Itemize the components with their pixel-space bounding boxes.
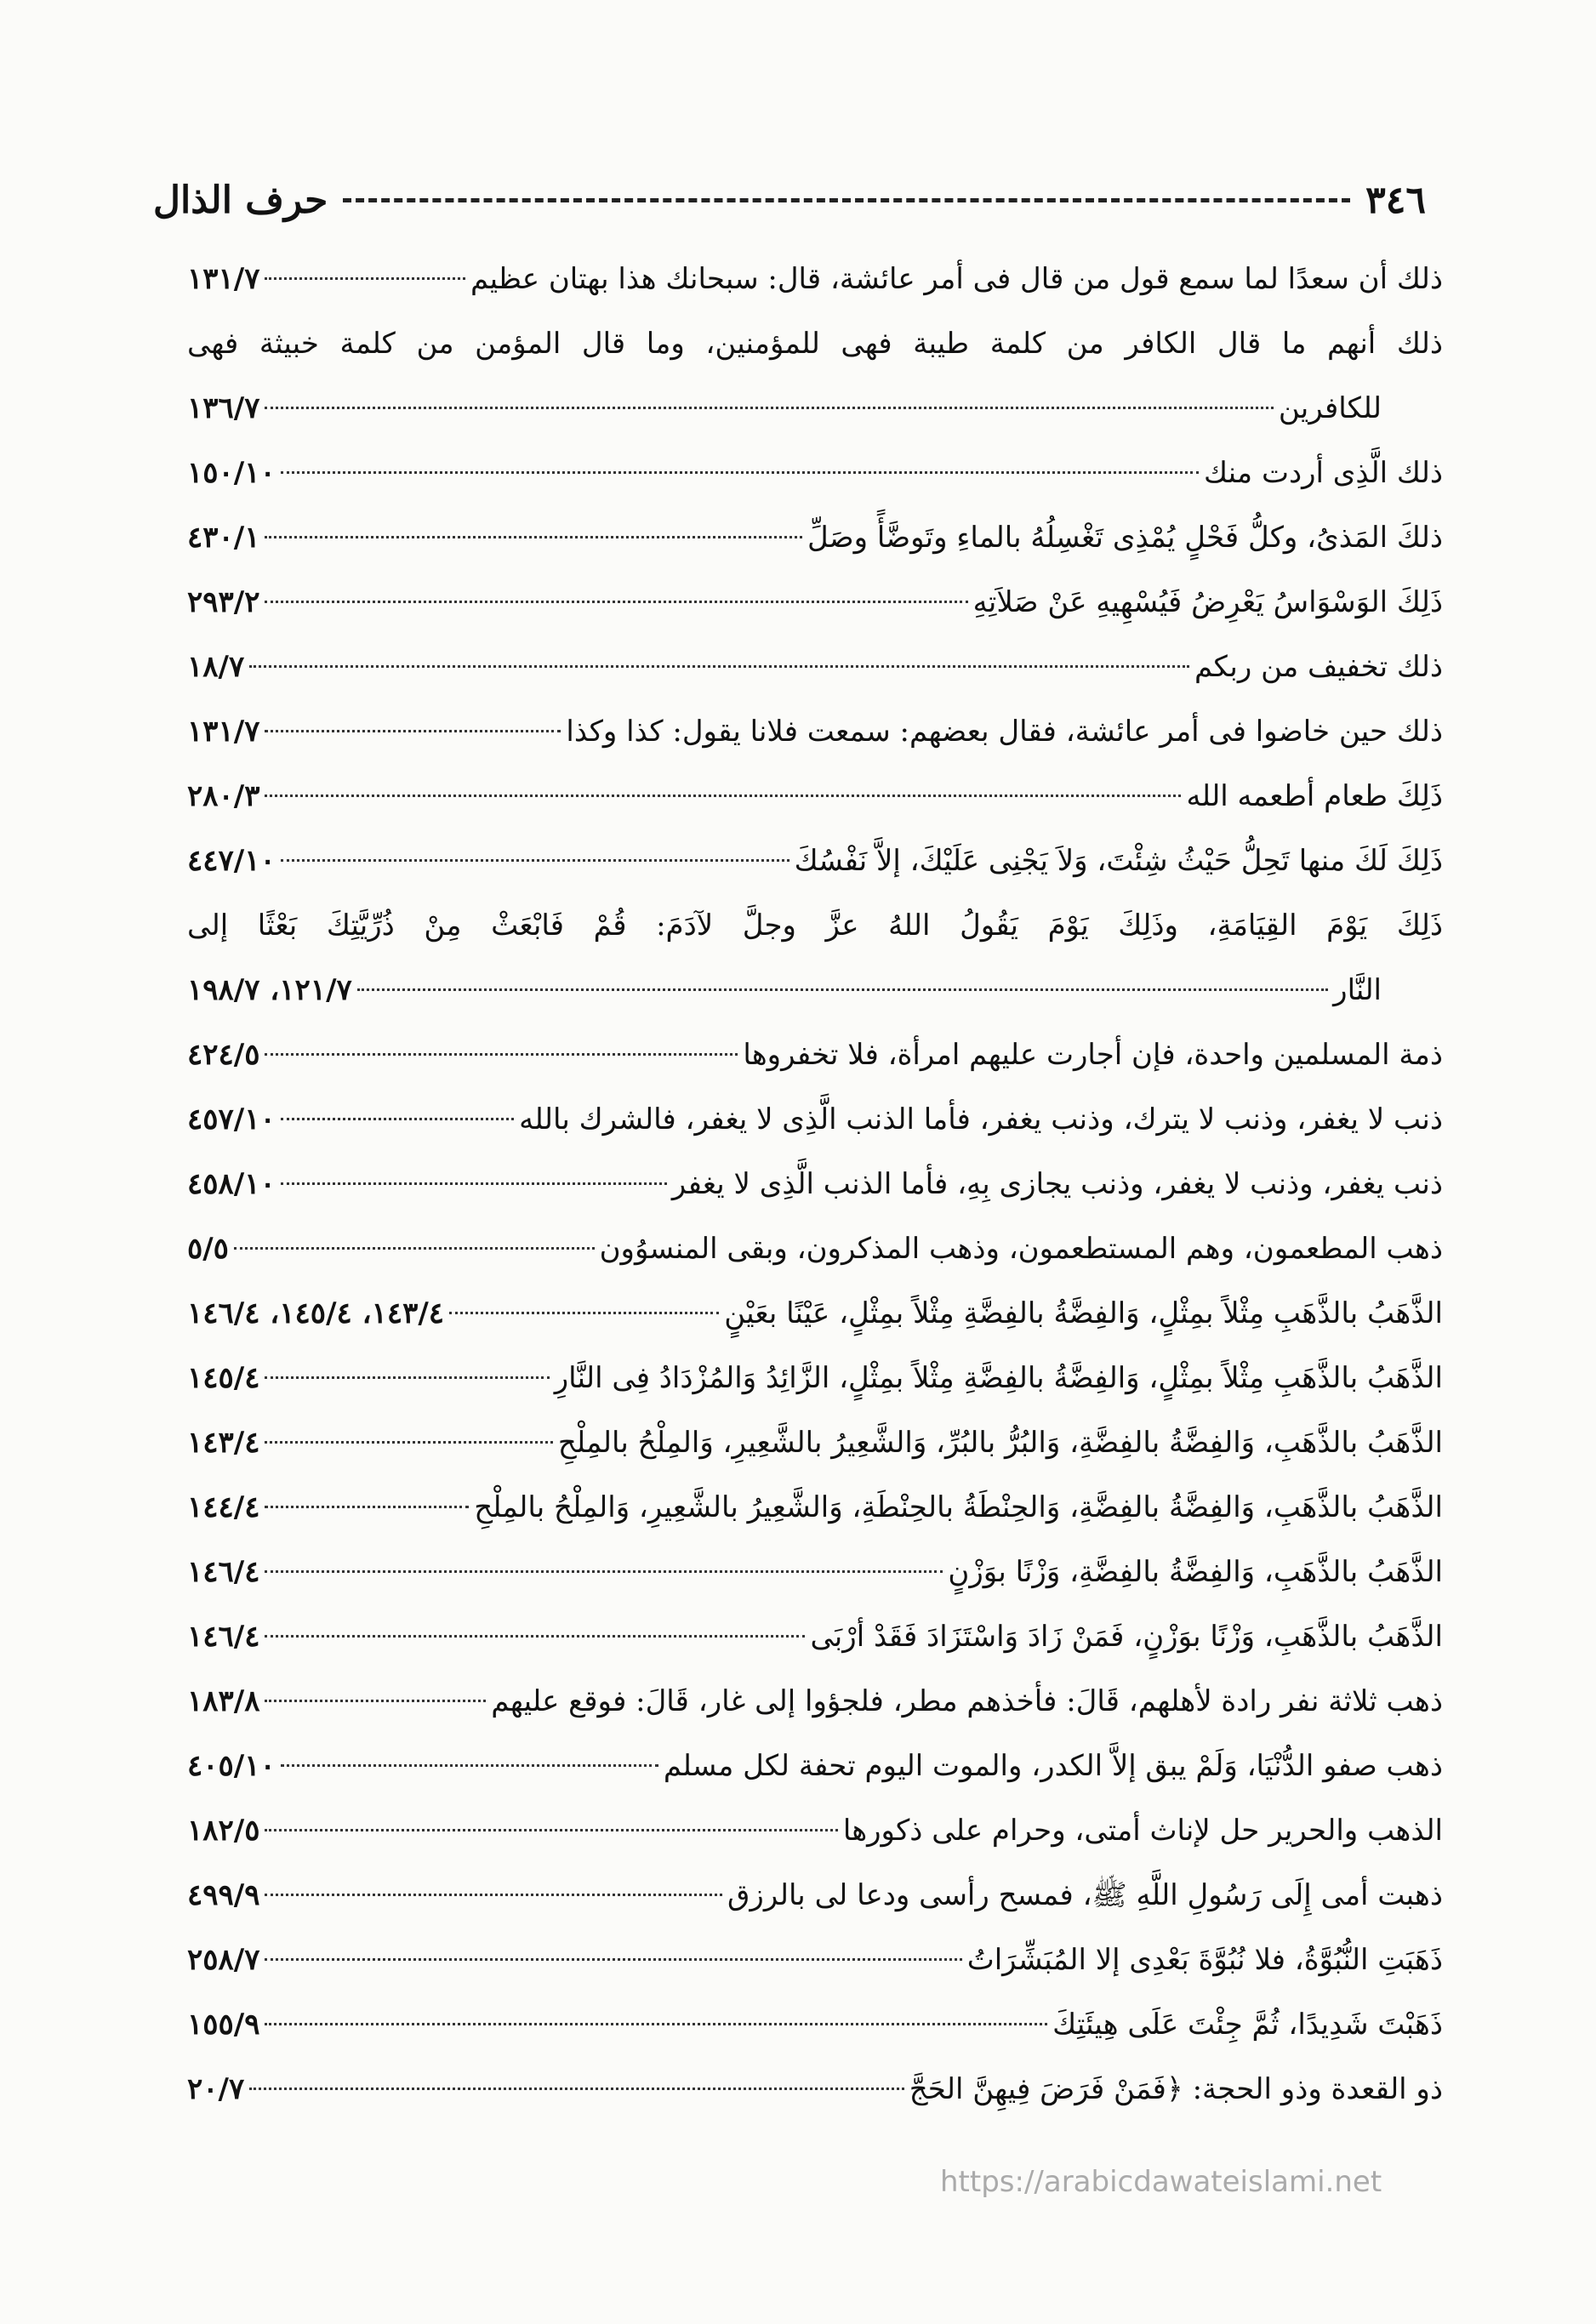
dot-leader	[265, 1506, 469, 1508]
entry-text: الذَّهَبُ بالذَّهَبِ، وَالفِضَّةُ بالفِضَّةِ، وَزْنًا بوَزْنٍ	[948, 1555, 1443, 1589]
entry-reference: ١٤٦/٤	[187, 1555, 260, 1589]
dot-leader	[265, 1894, 722, 1896]
index-entry	[187, 1152, 1443, 1216]
dot-leader	[265, 730, 561, 732]
dot-leader	[281, 1182, 667, 1185]
entry-text: ذلك تخفيف من ربكم	[1194, 650, 1443, 684]
entry-text: ذَلِكَ الوَسْوَاسُ يَعْرِضُ فَيُسْهِيهِ عَنْ صَلاَتِهِ	[972, 585, 1443, 619]
entry-text: الذَّهَبُ بالذَّهَبِ، وَالفِضَّةُ بالفِضَّةِ، وَالحِنْطَةُ بالحِنْطَةِ، وَالشَّعِيرُ بالشَّعِيرِ، وَالمِلْحُ بالمِلْحِ	[474, 1490, 1443, 1524]
index-entry	[187, 570, 1443, 635]
entry-text: الذهب والحرير حل لإناث أمتى، وحرام على ذكورها	[842, 1814, 1443, 1848]
dot-leader	[265, 1700, 486, 1702]
index-entry	[187, 1475, 1443, 1540]
entry-text: الذَّهَبُ بالذَّهَبِ، وَزْنًا بوَزْنٍ، فَمَنْ زَادَ وَاسْتَزَادَ فَقَدْ أرْبَى	[810, 1620, 1443, 1654]
dot-leader	[265, 277, 465, 280]
entry-reference: ١٥٥/٩	[187, 2008, 260, 2042]
watermark: https://arabicdawateislami.net	[940, 2165, 1382, 2199]
entry-reference: ٢٩٣/٢	[187, 585, 260, 619]
index-entry	[187, 1734, 1443, 1798]
dot-leader	[281, 1764, 658, 1767]
index-entry	[187, 1216, 1443, 1281]
dot-leader	[265, 407, 1273, 409]
dot-leader	[265, 536, 802, 538]
index-entry	[187, 1410, 1443, 1475]
index-entry	[187, 635, 1443, 699]
entry-text: ذو القعدة وذو الحجة: ﴿فَمَنْ فَرَضَ فِيهِنَّ الحَجَّ	[909, 2072, 1443, 2106]
entry-reference: ١٢١/٧، ١٩٨/٧	[187, 973, 352, 1007]
entry-reference: ٤٩٩/٩	[187, 1878, 260, 1912]
index-entry	[187, 1087, 1443, 1152]
entry-reference: ١٤٣/٤	[187, 1426, 260, 1460]
entry-reference: ١٨/٧	[187, 650, 245, 684]
entry-text-continued: النَّار	[1333, 973, 1382, 1007]
dot-leader	[265, 1635, 805, 1638]
entry-text: ذَهَبَتِ النُّبُوَّةُ، فلا نُبُوَّةَ بَعْدِى إلا المُبَشِّرَاتُ	[966, 1943, 1443, 1977]
entry-text-continued: للكافرين	[1278, 391, 1382, 425]
entry-reference: ٥/٥	[187, 1232, 229, 1266]
dot-leader	[265, 1958, 961, 1961]
dot-leader	[281, 859, 789, 862]
index-entry	[187, 1928, 1443, 1992]
index-entry	[187, 1669, 1443, 1734]
dot-leader	[265, 1376, 549, 1379]
entry-reference: ١٨٣/٨	[187, 1684, 260, 1718]
page-header	[153, 170, 1426, 230]
entry-reference: ١٨٢/٥	[187, 1814, 260, 1848]
entry-text: ذلك أنهم ما قال الكافر من كلمة طيبة فهى للمؤمنين، وما قال المؤمن من كلمة خبيثة فهى	[187, 327, 1443, 361]
index-entry	[187, 1346, 1443, 1410]
entry-text: ذهبت أمى إِلَى رَسُولِ اللَّهِ ﷺ، فمسح رأسى ودعا لى بالرزق	[727, 1878, 1443, 1912]
header-dashed-rule	[343, 198, 1350, 202]
entry-reference: ١٣١/٧	[187, 715, 260, 749]
entry-text: ذهب ثلاثة نفر رادة لأهلهم، قَالَ: فأخذهم مطر، فلجؤوا إلى غار، قَالَ: فوقع عليهم	[491, 1684, 1443, 1718]
entry-text: الذَّهَبُ بالذَّهَبِ مِثْلاً بمِثْلٍ، وَالفِضَّةُ بالفِضَّةِ مِثْلاً بمِثْلٍ، الزَّائِدُ وَالمُزْدَادُ فِى النَّارِ	[554, 1361, 1443, 1395]
index-entry	[187, 1992, 1443, 2057]
index-entry	[187, 1281, 1443, 1346]
dot-leader	[234, 1247, 595, 1250]
chapter-title: حرف الذال	[153, 178, 328, 222]
entry-reference: ٤٤٧/١٠	[187, 844, 276, 878]
entry-text: ذَهَبْتَ شَدِيدًا، ثُمَّ جِئْتَ عَلَى هِيئَتِكَ	[1052, 2008, 1443, 2042]
index-entry	[187, 311, 1443, 441]
index-entry	[187, 699, 1443, 764]
entry-text: ذنب يغفر، وذنب لا يغفر، وذنب يجازى بِهِ، فأما الذنب الَّذِى لا يغفر	[671, 1167, 1443, 1201]
index-entry	[187, 441, 1443, 505]
index-entry	[187, 1540, 1443, 1604]
dot-leader	[357, 988, 1328, 991]
index-entry	[187, 764, 1443, 829]
entry-text: ذلك حين خاضوا فى أمر عائشة، فقال بعضهم: سمعت فلانا يقول: كذا وكذا	[566, 715, 1443, 749]
entry-text: ذمة المسلمين واحدة، فإن أجارت عليهم امرأة، فلا تخفروها	[743, 1038, 1443, 1072]
entry-reference: ٤٠٥/١٠	[187, 1749, 276, 1783]
entry-text: ذَلِكَ لَكَ منها تَحِلُّ حَيْثُ شِئْتَ، وَلاَ يَجْنِى عَلَيْكَ، إلاَّ نَفْسُكَ	[794, 844, 1443, 878]
entry-text: ذهب المطعمون، وهم المستطعمون، وذهب المذكرون، وبقى المنسوُون	[599, 1232, 1443, 1266]
dot-leader	[281, 1118, 514, 1120]
dot-leader	[249, 665, 1189, 668]
dot-leader	[265, 2023, 1047, 2025]
dot-leader	[265, 1441, 552, 1444]
entry-reference: ٤٣٠/١	[187, 521, 260, 555]
entry-reference: ١٥٠/١٠	[187, 456, 276, 490]
entry-text: ذلكَ المَذىُ، وكلُّ فَحْلٍ يُمْذِى تَغْسِلُهُ بالماءِ وتَوضَّأً وصَلِّ	[807, 521, 1443, 555]
entry-reference: ١٣٦/٧	[187, 391, 260, 425]
index-entry	[187, 1604, 1443, 1669]
dot-leader	[265, 1570, 943, 1573]
index-entry	[187, 829, 1443, 893]
index-entry	[187, 1798, 1443, 1863]
entry-reference: ١٤٣/٤، ١٤٥/٤، ١٤٦/٤	[187, 1296, 445, 1330]
entry-reference: ٢٨٠/٣	[187, 779, 260, 813]
dot-leader	[249, 2088, 904, 2090]
index-entries	[187, 247, 1443, 2122]
index-entry	[187, 1863, 1443, 1928]
entry-text: ذَلِكَ طعام أطعمه الله	[1186, 779, 1443, 813]
entry-reference: ٢٥٨/٧	[187, 1943, 260, 1977]
entry-text: الذَّهَبُ بالذَّهَبِ، وَالفِضَّةُ بالفِضَّةِ، وَالبُرُّ بالبُرِّ، وَالشَّعِيرُ بالشَّعِيرِ، وَالمِلْحُ بالمِلْحِ	[557, 1426, 1443, 1460]
entry-text: ذلك الَّذِى أردت منك	[1204, 456, 1443, 490]
index-entry	[187, 247, 1443, 311]
page-number: ٣٤٦	[1365, 178, 1426, 222]
dot-leader	[265, 1829, 837, 1831]
dot-leader	[265, 1053, 738, 1056]
entry-text: ذنب لا يغفر، وذنب لا يترك، وذنب يغفر، فأما الذنب الَّذِى لا يغفر، فالشرك بالله	[519, 1102, 1443, 1136]
entry-reference: ٢٠/٧	[187, 2072, 245, 2106]
entry-reference: ١٤٥/٤	[187, 1361, 260, 1395]
dot-leader	[281, 471, 1199, 474]
entry-reference: ١٣١/٧	[187, 262, 260, 296]
dot-leader	[265, 795, 1181, 797]
index-entry	[187, 893, 1443, 1022]
index-entry	[187, 1022, 1443, 1087]
entry-text: ذَلِكَ يَوْمَ القِيَامَةِ، وذَلِكَ يَوْمَ يَقُولُ اللهُ عزَّ وجلَّ لآدَمَ: قُمْ فَابْعَثْ مِنْ ذُرِّيَّتِكَ بَعْثًا إلى	[187, 909, 1443, 943]
entry-text: الذَّهَبُ بالذَّهَبِ مِثْلاً بمِثْلٍ، وَالفِضَّةُ بالفِضَّةِ مِثْلاً بمِثْلٍ، عَيْنًا بعَيْنٍ	[724, 1296, 1443, 1330]
entry-reference: ٤٢٤/٥	[187, 1038, 260, 1072]
index-entry	[187, 505, 1443, 570]
dot-leader	[449, 1312, 719, 1314]
entry-text: ذلك أن سعدًا لما سمع قول من قال فى أمر عائشة، قال: سبحانك هذا بهتان عظيم	[470, 262, 1443, 296]
dot-leader	[265, 601, 967, 603]
entry-reference: ١٤٦/٤	[187, 1620, 260, 1654]
entry-reference: ١٤٤/٤	[187, 1490, 260, 1524]
index-entry	[187, 2057, 1443, 2122]
entry-text: ذهب صفو الدُّنْيَا، وَلَمْ يبق إلاَّ الكدر، والموت اليوم تحفة لكل مسلم	[663, 1749, 1443, 1783]
entry-reference: ٤٥٨/١٠	[187, 1167, 276, 1201]
entry-reference: ٤٥٧/١٠	[187, 1102, 276, 1136]
